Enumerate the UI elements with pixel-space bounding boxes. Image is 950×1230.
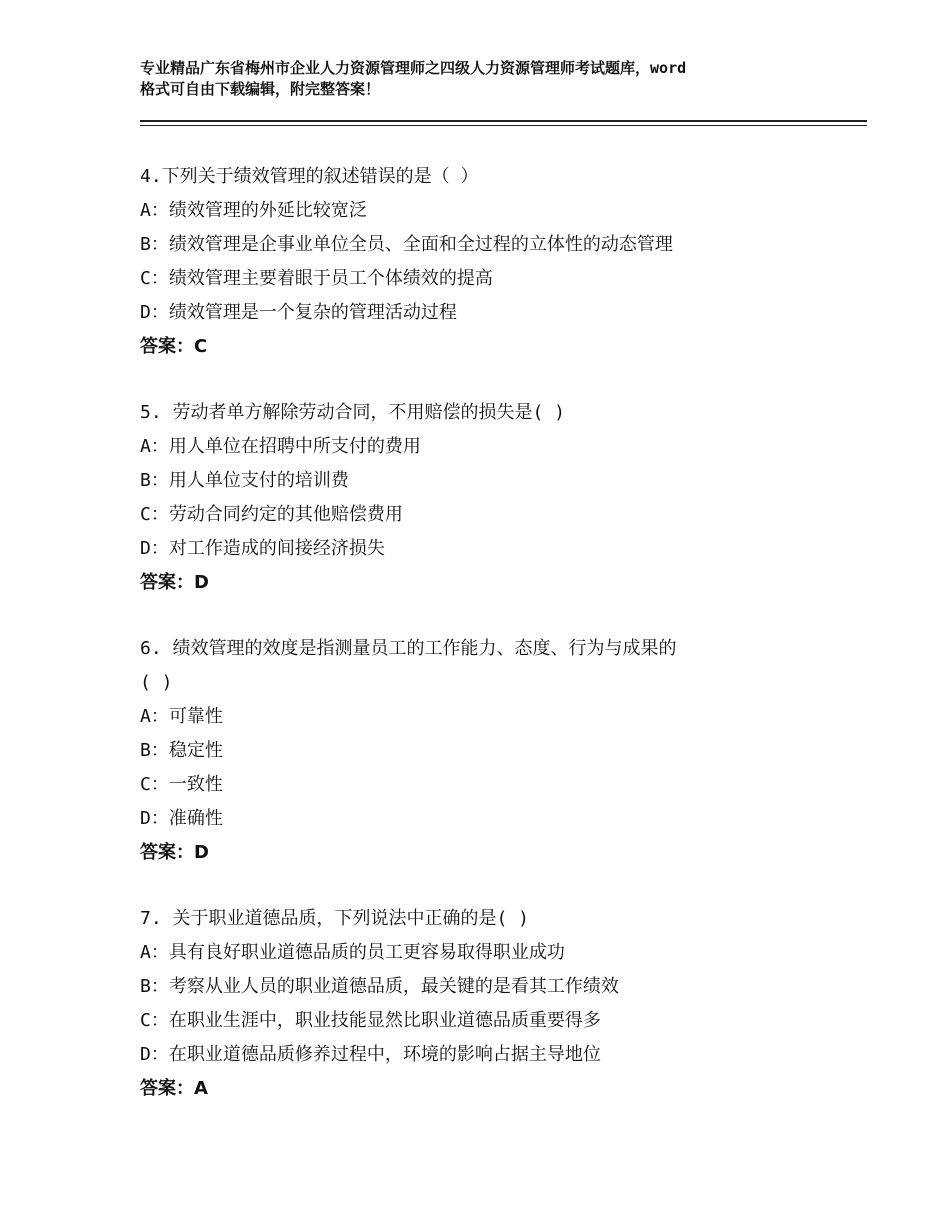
- header-divider-thin: [140, 125, 867, 126]
- header-line-2: 格式可自由下载编辑，附完整答案！: [140, 80, 381, 98]
- answer-line: [140, 836, 840, 870]
- option-b: B：用人单位支付的培训费: [140, 470, 349, 491]
- answer-label: 答案：: [140, 1078, 194, 1099]
- option-c: C：在职业生涯中，职业技能显然比职业道德品质重要得多: [140, 1010, 601, 1031]
- question-item: [140, 160, 840, 364]
- question-item: [140, 902, 840, 1106]
- answer-line: [140, 1072, 840, 1106]
- answer-line: [140, 566, 840, 600]
- option-a: A：可靠性: [140, 706, 223, 727]
- answer-label: 答案：: [140, 842, 194, 863]
- option-a: A：用人单位在招聘中所支付的费用: [140, 436, 421, 457]
- option-c: C：一致性: [140, 774, 223, 795]
- option-a: A：具有良好职业道德品质的员工更容易取得职业成功: [140, 942, 565, 963]
- answer-label: 答案：: [140, 336, 194, 357]
- option-c: C：劳动合同约定的其他赔偿费用: [140, 504, 403, 525]
- answer-value: D: [194, 842, 209, 863]
- question-stem-continued: ( ): [140, 672, 173, 693]
- header-line-1: 专业精品广东省梅州市企业人力资源管理师之四级人力资源管理师考试题库，word: [140, 59, 687, 77]
- option-d: D：准确性: [140, 808, 223, 829]
- question-stem: 4.下列关于绩效管理的叙述错误的是（ ）: [140, 166, 479, 187]
- question-item: [140, 396, 840, 600]
- option-b: B：考察从业人员的职业道德品质，最关键的是看其工作绩效: [140, 976, 619, 997]
- answer-line: [140, 330, 840, 364]
- question-list: [140, 160, 840, 1138]
- question-stem: 6. 绩效管理的效度是指测量员工的工作能力、态度、行为与成果的: [140, 638, 677, 659]
- option-b: B：绩效管理是企事业单位全员、全面和全过程的立体性的动态管理: [140, 234, 673, 255]
- answer-value: A: [194, 1078, 208, 1099]
- option-b: B：稳定性: [140, 740, 223, 761]
- option-d: D：对工作造成的间接经济损失: [140, 538, 385, 559]
- document-header: [140, 58, 840, 100]
- header-divider-thick: [140, 120, 867, 122]
- answer-value: D: [194, 572, 209, 593]
- question-stem: 7. 关于职业道德品质，下列说法中正确的是( ): [140, 908, 530, 929]
- option-d: D：绩效管理是一个复杂的管理活动过程: [140, 302, 457, 323]
- answer-value: C: [194, 336, 208, 357]
- option-c: C：绩效管理主要着眼于员工个体绩效的提高: [140, 268, 493, 289]
- question-item: [140, 632, 840, 870]
- option-a: A：绩效管理的外延比较宽泛: [140, 200, 367, 221]
- question-stem: 5. 劳动者单方解除劳动合同，不用赔偿的损失是( ): [140, 402, 566, 423]
- answer-label: 答案：: [140, 572, 194, 593]
- option-d: D：在职业道德品质修养过程中，环境的影响占据主导地位: [140, 1044, 601, 1065]
